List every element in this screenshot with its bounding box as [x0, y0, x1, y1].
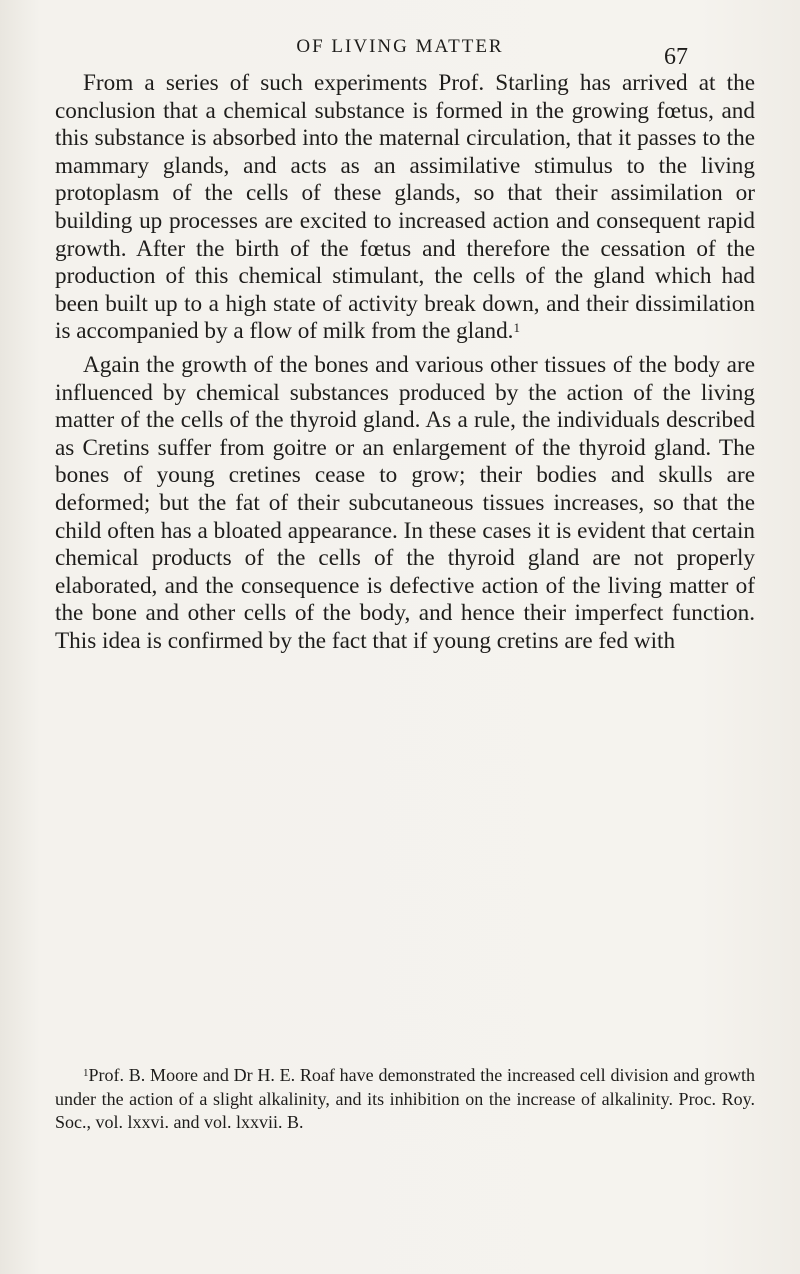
- footnote: [55, 1064, 755, 1135]
- paragraph-1-text: From a series of such experiments Prof. Starling has arrived at the conclusion that a chemical substance is formed in the growing fœtus, and this substance is absorbed into the maternal circulation, that it passes to the mammary glands, and acts as an assimilative stimulus to the living protoplasm of the cells of these glands, so that their assimilation or building up processes are excited to increased action and consequent rapid growth. After the birth of the fœtus and therefore the cessation of the production of this chemical stimulant, the cells of the gland which had been built up to a high state of activity break down, and their dissimilation is accompanied by a flow of milk from the gland.: [55, 70, 755, 345]
- body-text: [55, 70, 755, 655]
- footnote-text: Prof. B. Moore and Dr H. E. Roaf have demonstrated the increased cell division and growth under the action of a slight alkalinity, and its inhibition on the increase of alkalinity. Proc. Roy. Soc., vol. lxxvi. and vol. lxxvii. B.: [55, 1065, 755, 1132]
- footnote-marker: 1: [83, 1067, 89, 1079]
- paragraph-2: [55, 352, 755, 656]
- running-head: [0, 36, 800, 70]
- page-number: 67: [664, 44, 688, 70]
- running-title: OF LIVING MATTER: [296, 36, 504, 57]
- paragraph-2-text: Again the growth of the bones and various other tissues of the body are influenced by chemical substances produced by the action of the living matter of the cells of the thyroid gland. As a rule, the individuals described as Cretins suffer from goitre or an enlargement of the thyroid gland. The bones of young cretines cease to grow; their bodies and skulls are deformed; but the fat of their subcutaneous tissues increases, so that the child often has a bloated appearance. In these cases it is evident that certain chemical products of the cells of the thyroid gland are not properly elaborated, and the consequence is defective action of the living matter of the bone and other cells of the body, and hence their imperfect function. This idea is confirmed by the fact that if young cretins are fed with: [55, 351, 755, 654]
- paragraph-1: [55, 70, 755, 346]
- footnote-reference: 1: [513, 320, 520, 336]
